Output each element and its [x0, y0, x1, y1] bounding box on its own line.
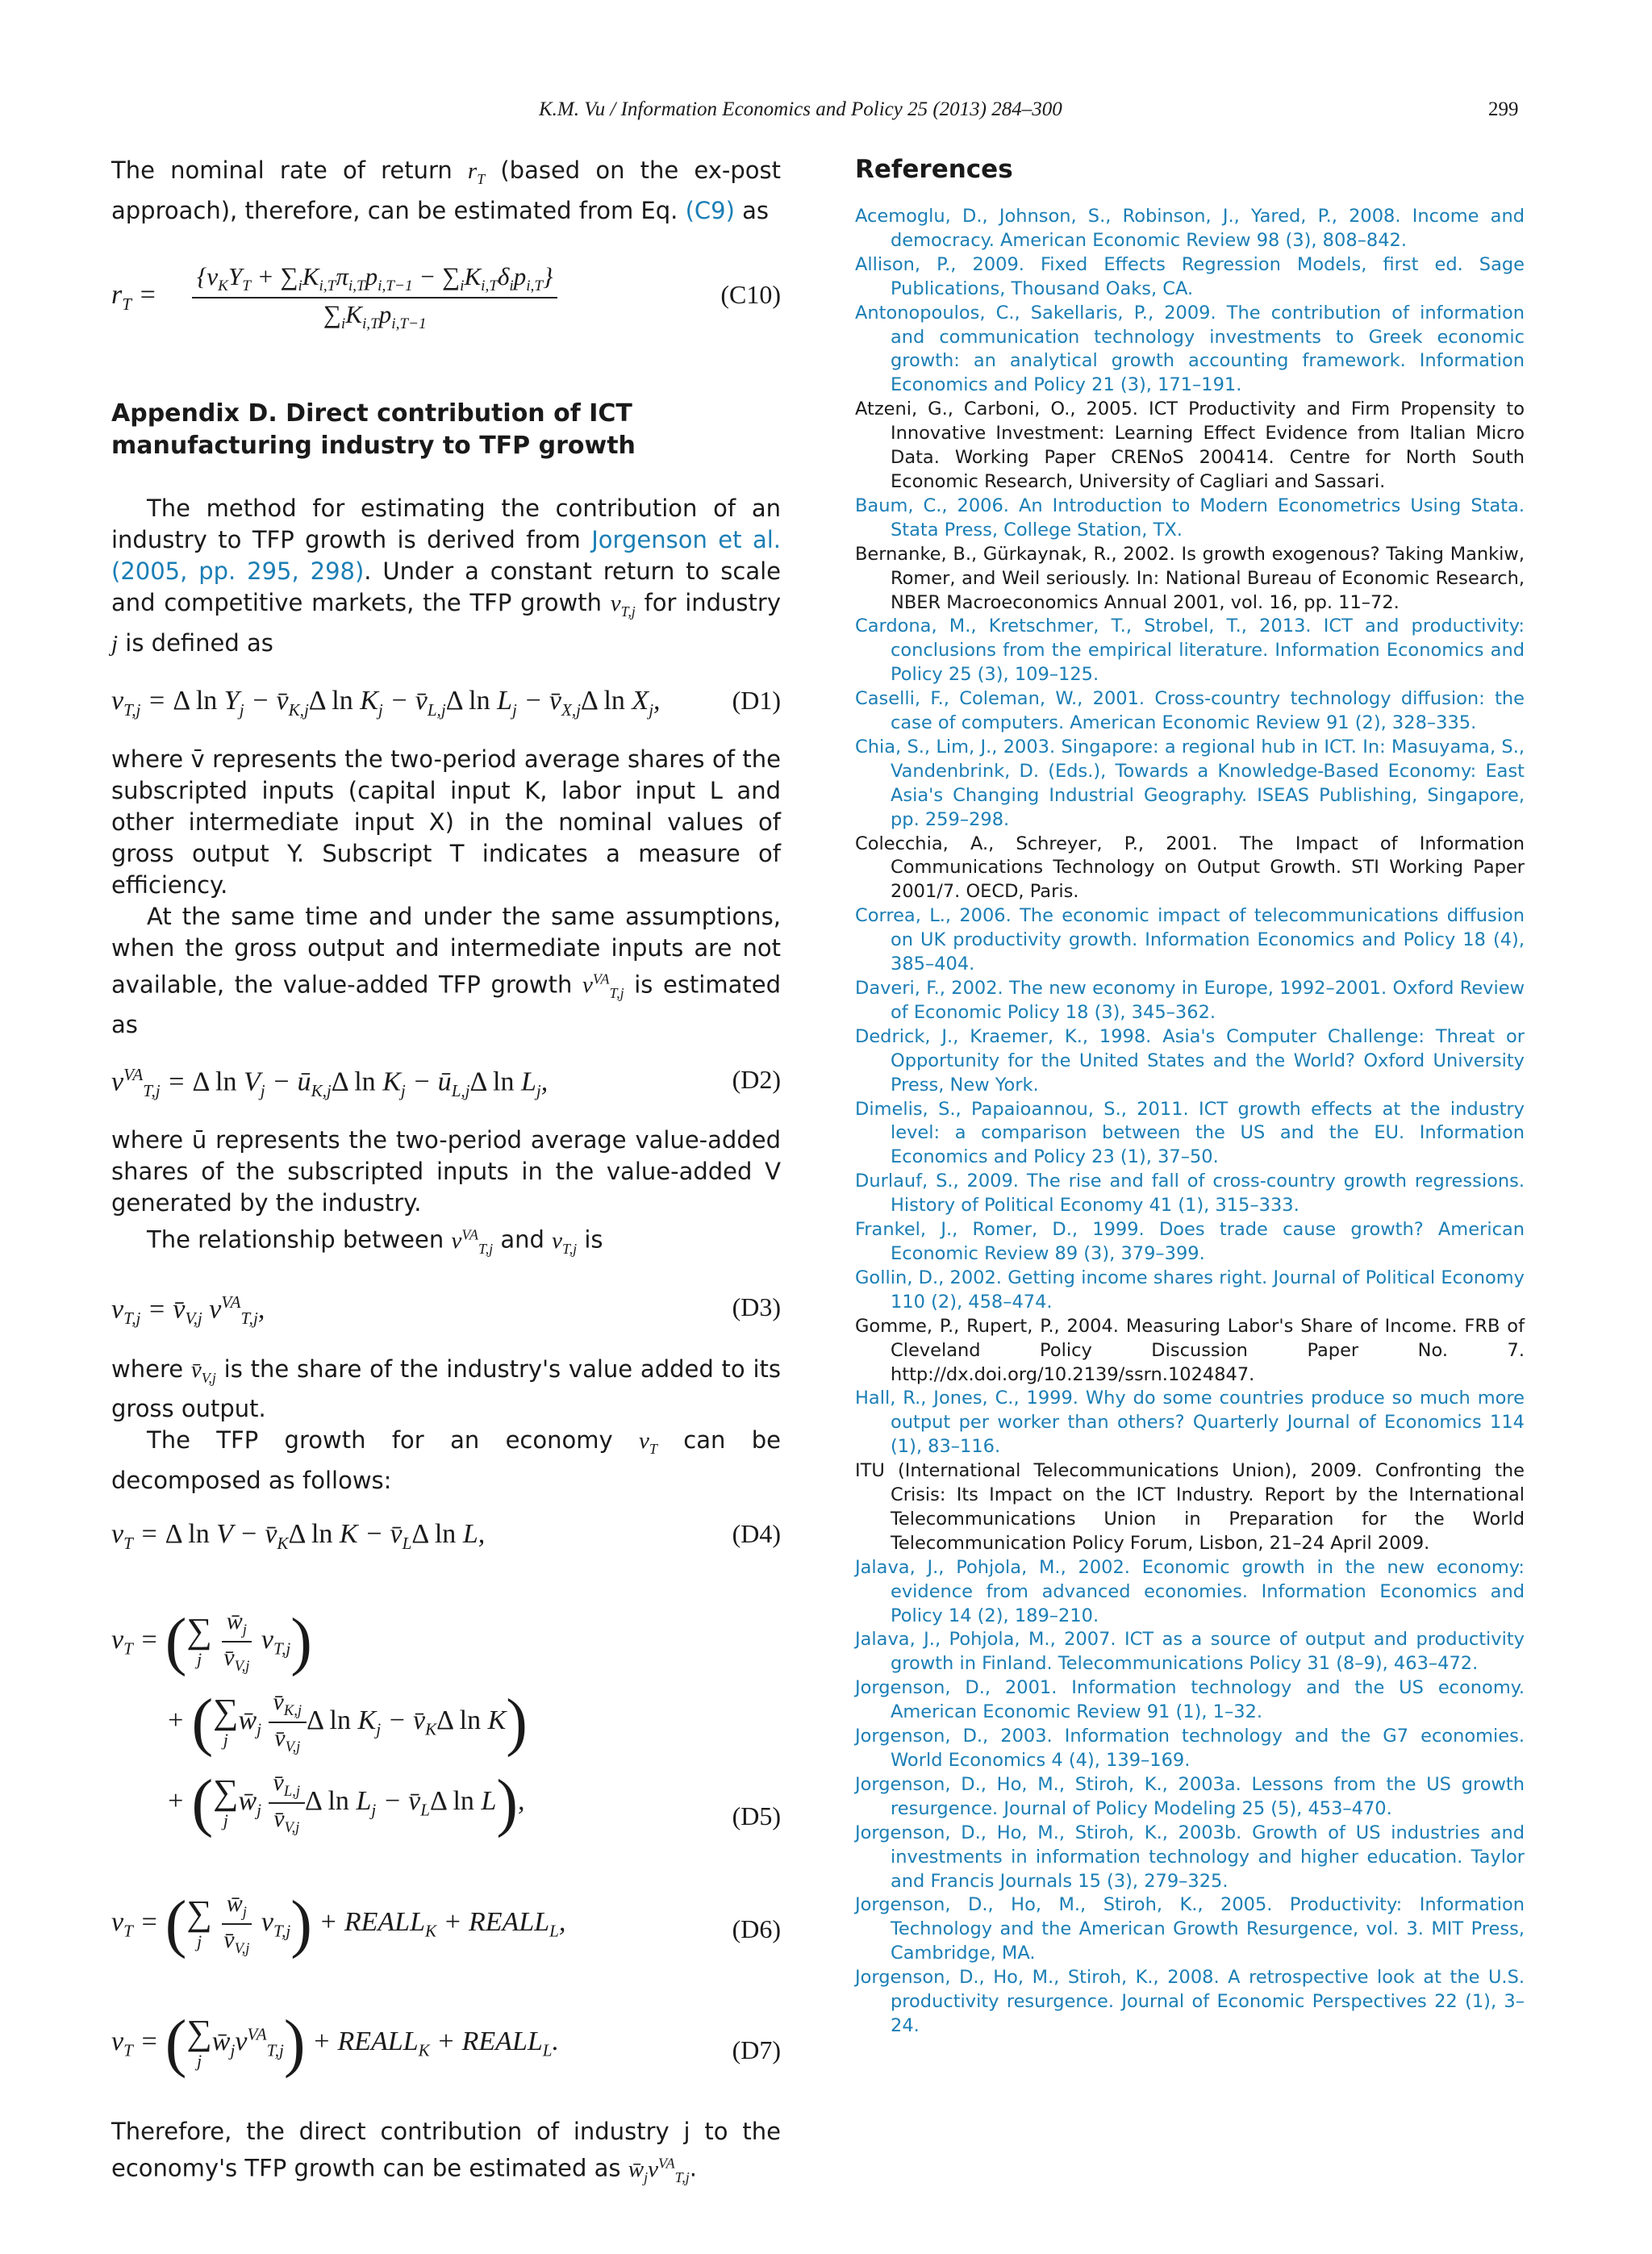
- equation-d6: $v_T$ = ( ∑ j $\frac{w̄_j}{v̄_{V,j}}$ $v_{T,j}$) + $REALL_K$ + $REALL_L$, (D6): [111, 1889, 781, 1960]
- equation-number-d4: (D4): [732, 1519, 781, 1549]
- equation-c10: $r_T$ = $\{v_KY_T + \sum_iK_{i,T}\pi_{i,T}p_{i,T-1} - \sum_iK_{i,T}\delta_ip_{i,T}\}$ $\sum_iK_{i,T}p_{i,T-1}$ (C10): [111, 261, 781, 333]
- page-number: 299: [1488, 98, 1519, 120]
- equation-d3: $v_{T,j}$ = $v̄_{V,j}$ $v^{VA}_{T,j}$, (D3): [111, 1292, 781, 1328]
- reference-item[interactable]: Jorgenson, D., Ho, M., Stiroh, K., 2003b. Growth of US industries and investments in information technology and higher education. Taylor and Francis Journals 15 (3), 279–325.: [855, 1822, 1525, 1892]
- reference-list: [855, 205, 1525, 2039]
- reference-item: Gomme, P., Rupert, P., 2004. Measuring Labor's Share of Income. FRB of Cleveland Policy Discussion Paper No. 7. http://dx.doi.org/10.2139/ssrn.1024847.: [855, 1315, 1525, 1385]
- reference-item[interactable]: Durlauf, S., 2009. The rise and fall of cross-country growth regressions. History of Political Economy 41 (1), 315–333.: [855, 1171, 1525, 1217]
- paragraph-rate-of-return: The nominal rate of return $r_T$ (based on the ex-post approach), therefore, can be estimated from Eq. (C9) as: [111, 157, 781, 224]
- reference-item[interactable]: Correa, L., 2006. The economic impact of telecommunications diffusion on UK productivity growth. Information Economics and Policy 18 (4), 385–404.: [855, 905, 1525, 975]
- equation-link-c9[interactable]: (C9): [685, 196, 735, 224]
- paragraph-conclusion: Therefore, the direct contribution of industry j to the economy's TFP growth can be estimated as $w̄_jv^{VA}_{T,j}$.: [111, 2118, 781, 2185]
- reference-item: ITU (International Telecommunications Union), 2009. Confronting the Crisis: Its Impact on the ICT Industry. Report by the International Telecommunications Union in Preparation for the World Telecommunication Policy Forum, Lisbon, 21–24 April 2009.: [855, 1460, 1525, 1554]
- reference-item[interactable]: Jorgenson, D., Ho, M., Stiroh, K., 2005. Productivity: Information Technology and the American Growth Resurgence, vol. 3. MIT Press, Cambridge, MA.: [855, 1894, 1525, 1964]
- equation-number-d2: (D2): [732, 1065, 781, 1095]
- reference-item[interactable]: Daveri, F., 2002. The new economy in Europe, 1992–2001. Oxford Review of Economic Policy 18 (3), 345–362.: [855, 978, 1525, 1023]
- reference-item[interactable]: Dimelis, S., Papaioannou, S., 2011. ICT growth effects at the industry level: a comparison between the US and the EU. Information Economics and Policy 23 (1), 37–50.: [855, 1098, 1525, 1168]
- reference-item[interactable]: Hall, R., Jones, C., 1999. Why do some countries produce so much more output per worker than others? Quarterly Journal of Economics 114 (1), 83–116.: [855, 1388, 1525, 1458]
- references-column: [855, 155, 1525, 2039]
- running-head: K.M. Vu / Information Economics and Policy 25 (2013) 284–300: [539, 98, 1062, 120]
- reference-item[interactable]: Gollin, D., 2002. Getting income shares right. Journal of Political Economy 110 (2), 458–474.: [855, 1267, 1525, 1313]
- equation-number-d7: (D7): [732, 2035, 781, 2065]
- equation-number-d1: (D1): [732, 685, 781, 715]
- reference-item[interactable]: Jorgenson, D., Ho, M., Stiroh, K., 2008. A retrospective look at the U.S. productivity resurgence. Journal of Economic Perspectives 22 (1), 3–24.: [855, 1967, 1525, 2036]
- reference-item[interactable]: Frankel, J., Romer, D., 1999. Does trade cause growth? American Economic Review 89 (3), 379–399.: [855, 1219, 1525, 1264]
- reference-item[interactable]: Cardona, M., Kretschmer, T., Strobel, T., 2013. ICT and productivity: conclusions from the empirical literature. Information Economics and Policy 25 (3), 109–125.: [855, 616, 1525, 686]
- paragraph-where-u: where ū represents the two-period average value-added shares of the subscripted inputs in the value-added V generated by the industry.: [111, 1126, 781, 1217]
- page-header: [0, 98, 1652, 131]
- reference-item: Atzeni, G., Carboni, O., 2005. ICT Productivity and Firm Propensity to Innovative Investment: Learning Effect Evidence from Italian Micro Data. Working Paper CRENoS 200414. Centre for North South Economic Research, University of Cagliari and Sassari.: [855, 399, 1525, 492]
- reference-item: Bernanke, B., Gürkaynak, R., 2002. Is growth exogenous? Taking Mankiw, Romer, and Weil seriously. In: National Bureau of Economic Research, NBER Macroeconomics Annual 2001, vol. 16, pp. 11–72.: [855, 543, 1525, 613]
- reference-item[interactable]: Antonopoulos, C., Sakellaris, P., 2009. The contribution of information and communication technology investments to Greek economic growth: an analytical growth accounting framework. Information Economics and Policy 21 (3), 171–191.: [855, 302, 1525, 396]
- reference-item[interactable]: Jalava, J., Pohjola, M., 2002. Economic growth in the new economy: evidence from advanced economies. Information Economics and Policy 14 (2), 189–210.: [855, 1556, 1525, 1626]
- reference-item[interactable]: Baum, C., 2006. An Introduction to Modern Econometrics Using Stata. Stata Press, College Station, TX.: [855, 495, 1525, 541]
- reference-item[interactable]: Jorgenson, D., 2003. Information technology and the G7 economies. World Economics 4 (4), 139–169.: [855, 1726, 1525, 1771]
- references-heading: References: [855, 155, 1013, 184]
- equation-d7: $v_T$ = ( ∑ j $w̄_jv^{VA}_{T,j}$) + $REALL_K$ + $REALL_L$. (D7): [111, 2008, 781, 2080]
- reference-item[interactable]: Jalava, J., Pohjola, M., 2007. ICT as a source of output and productivity growth in Finland. Telecommunications Policy 31 (8–9), 463–472.: [855, 1629, 1525, 1675]
- equation-d1: $v_{T,j} = \Delta$ $\ln Y_j$ − $v̄_{K,j}\Delta$ $\ln K_j$ − $v̄_{L,j}\Delta$ $\ln L_j$ − $v̄_{X,j}\Delta$ $\ln X_j$, (D1): [111, 685, 781, 720]
- reference-item[interactable]: Caselli, F., Coleman, W., 2001. Cross-country technology diffusion: the case of computers. American Economic Review 91 (2), 328–335.: [855, 688, 1525, 734]
- paragraph-where-v: where v̄ represents the two-period average shares of the subscripted inputs (capital input K, labor input L and other intermediate input X) in the nominal values of gross output Y. Subscript T indicates a measure of efficiency.: [111, 745, 781, 899]
- equation-d2: $v^{VA}_{T,j} = \Delta$ $\ln V_j$ − $ū_{K,j}\Delta$ $\ln K_j$ − $ū_{L,j}\Delta$ $\ln L_j$, (D2): [111, 1065, 781, 1101]
- reference-item[interactable]: Chia, S., Lim, J., 2003. Singapore: a regional hub in ICT. In: Masuyama, S., Vandenbrink, D. (Eds.), Towards a Knowledge-Based Economy: East Asia's Changing Industrial Geography. ISEAS Publishing, Singapore, pp. 259–298.: [855, 736, 1525, 830]
- paragraph-value-added: At the same time and under the same assumptions, when the gross output and intermediate inputs are not available, the value-added TFP growth $v^{VA}_{T,j}$ is estimated as: [111, 902, 781, 1039]
- equation-number-d5: (D5): [732, 1801, 781, 1831]
- paragraph-relationship: The relationship between $v^{VA}_{T,j}$ and $v_{T,j}$ is: [147, 1225, 603, 1257]
- reference-item[interactable]: Acemoglu, D., Johnson, S., Robinson, J., Yared, P., 2008. Income and democracy. American Economic Review 98 (3), 808–842.: [855, 206, 1525, 251]
- reference-item[interactable]: Allison, P., 2009. Fixed Effects Regression Models, first ed. Sage Publications, Thousand Oaks, CA.: [855, 253, 1525, 299]
- paragraph-method: The method for estimating the contribution of an industry to TFP growth is derived from Jorgenson et al. (2005, pp. 295, 298). Under a constant return to scale and competitive markets, the TFP growth $v_{T,j}$ for industry j is defined as: [111, 494, 782, 657]
- citation-link-jorgenson-2005[interactable]: Jorgenson et al. (2005, pp. 295, 298): [111, 525, 782, 585]
- left-column: [111, 155, 781, 2193]
- paragraph-economy: The TFP growth for an economy $v_T$ can be decomposed as follows:: [111, 1426, 781, 1495]
- equation-d5: $v_T$ = ( ∑ j $\frac{w̄_j}{v̄_{V,j}}$ $v_{T,j}$) + ( ∑ j $w̄_j$ $\frac{v̄_{K,j}}{v̄_{V,j}}$ Δ $\ln K_j$ − $v̄_K\Delta$ ln K) + ( ∑ j $w̄_j$ $\frac{v̄_{L,j}}{v̄_{V,j}}$ Δ $\ln L_j$ − $v̄_L\Delta$ ln L), (D5): [111, 1606, 781, 1839]
- equation-number-d3: (D3): [732, 1292, 781, 1321]
- paragraph-share: where $v̄_{V,j}$ is the share of the industry's value added to its gross output.: [111, 1354, 781, 1423]
- reference-item[interactable]: Jorgenson, D., Ho, M., Stiroh, K., 2003a. Lessons from the US growth resurgence. Journal of Policy Modeling 25 (5), 453–470.: [855, 1773, 1525, 1819]
- equation-number-c10: (C10): [720, 279, 781, 309]
- reference-item: Colecchia, A., Schreyer, P., 2001. The Impact of Information Communications Technology on Output Growth. STI Working Paper 2001/7. OECD, Paris.: [855, 833, 1525, 903]
- equation-number-d6: (D6): [732, 1914, 781, 1944]
- appendix-d-title: Appendix D. Direct contribution of ICT manufacturing industry to TFP growth: [111, 399, 636, 460]
- reference-item[interactable]: Dedrick, J., Kraemer, K., 1998. Asia's Computer Challenge: Threat or Opportunity for the United States and the World? Oxford University Press, New York.: [855, 1025, 1525, 1096]
- equation-d4: $v_T = \Delta$ $\ln V - v̄_K\Delta$ $\ln K - v̄_L\Delta$ ln L, (D4): [111, 1519, 781, 1553]
- reference-item[interactable]: Jorgenson, D., 2001. Information technology and the US economy. American Economic Review 91 (1), 1–32.: [855, 1677, 1525, 1723]
